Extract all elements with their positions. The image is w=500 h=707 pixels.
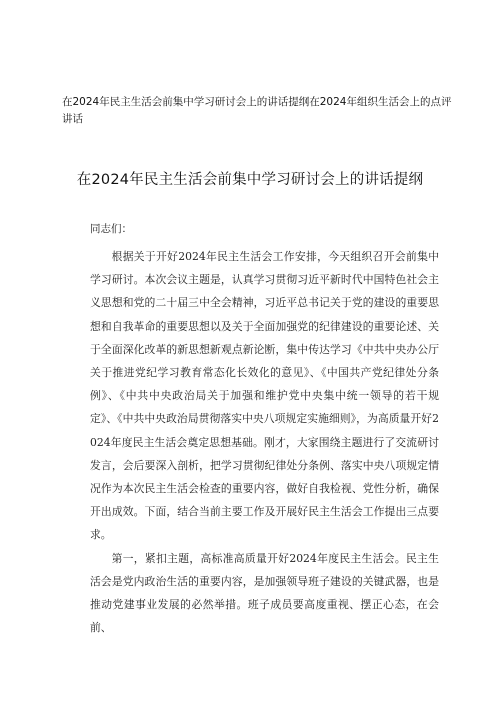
paragraph-2: 第一，紧扣主题，高标准高质量开好2024年度民主生活会。民主生活会是党内政治生活的重要内容，是加强领导班子建设的关键武器，也是推动党建事业发展的必然举措。班子成员要高度重视、摆正心态，在会前、 — [90, 551, 439, 635]
document-body — [90, 245, 439, 639]
salutation: 同志们： — [90, 223, 132, 235]
paragraph-1: 根据关于开好2024年民主生活会工作安排，今天组织召开会前集中学习研讨。本次会议主题是，认真学习贯彻习近平新时代中国特色社会主义思想和党的二十届三中全会精神，习近平总书记关于党的建设的重要思想和自我革命的重要思想以及关于全面加强党的纪律建设的重要论述、关于全面深化改革的新思想新观点新论断，集中传达学习《中共中央办公厅关于推进党纪学习教育常态化长效化的意见》、《中国共产党纪律处分条例》、《中共中央政治局关于加强和维护党中央集中统一领导的若干规定》、《中共中央政治局贯彻落实中央八项规定实施细则》，为高质量开好2024年度民主生活会奠定思想基础。刚才，大家围绕主题进行了交流研讨发言，会后要深入剖析，把学习贯彻纪律处分条例、落实中央八项规定情况作为本次民主生活会检查的重要内容，做好自我检视、党性分析，确保开出成效。下面，结合当前主要工作及开展好民主生活会工作提出三点要求。 — [90, 250, 439, 542]
document-title: 在2024年民主生活会前集中学习研讨会上的讲话提纲 — [76, 172, 424, 188]
document-header-title: 在2024年民主生活会前集中学习研讨会上的讲话提纲在2024年组织生活会上的点评讲话 — [62, 96, 452, 125]
